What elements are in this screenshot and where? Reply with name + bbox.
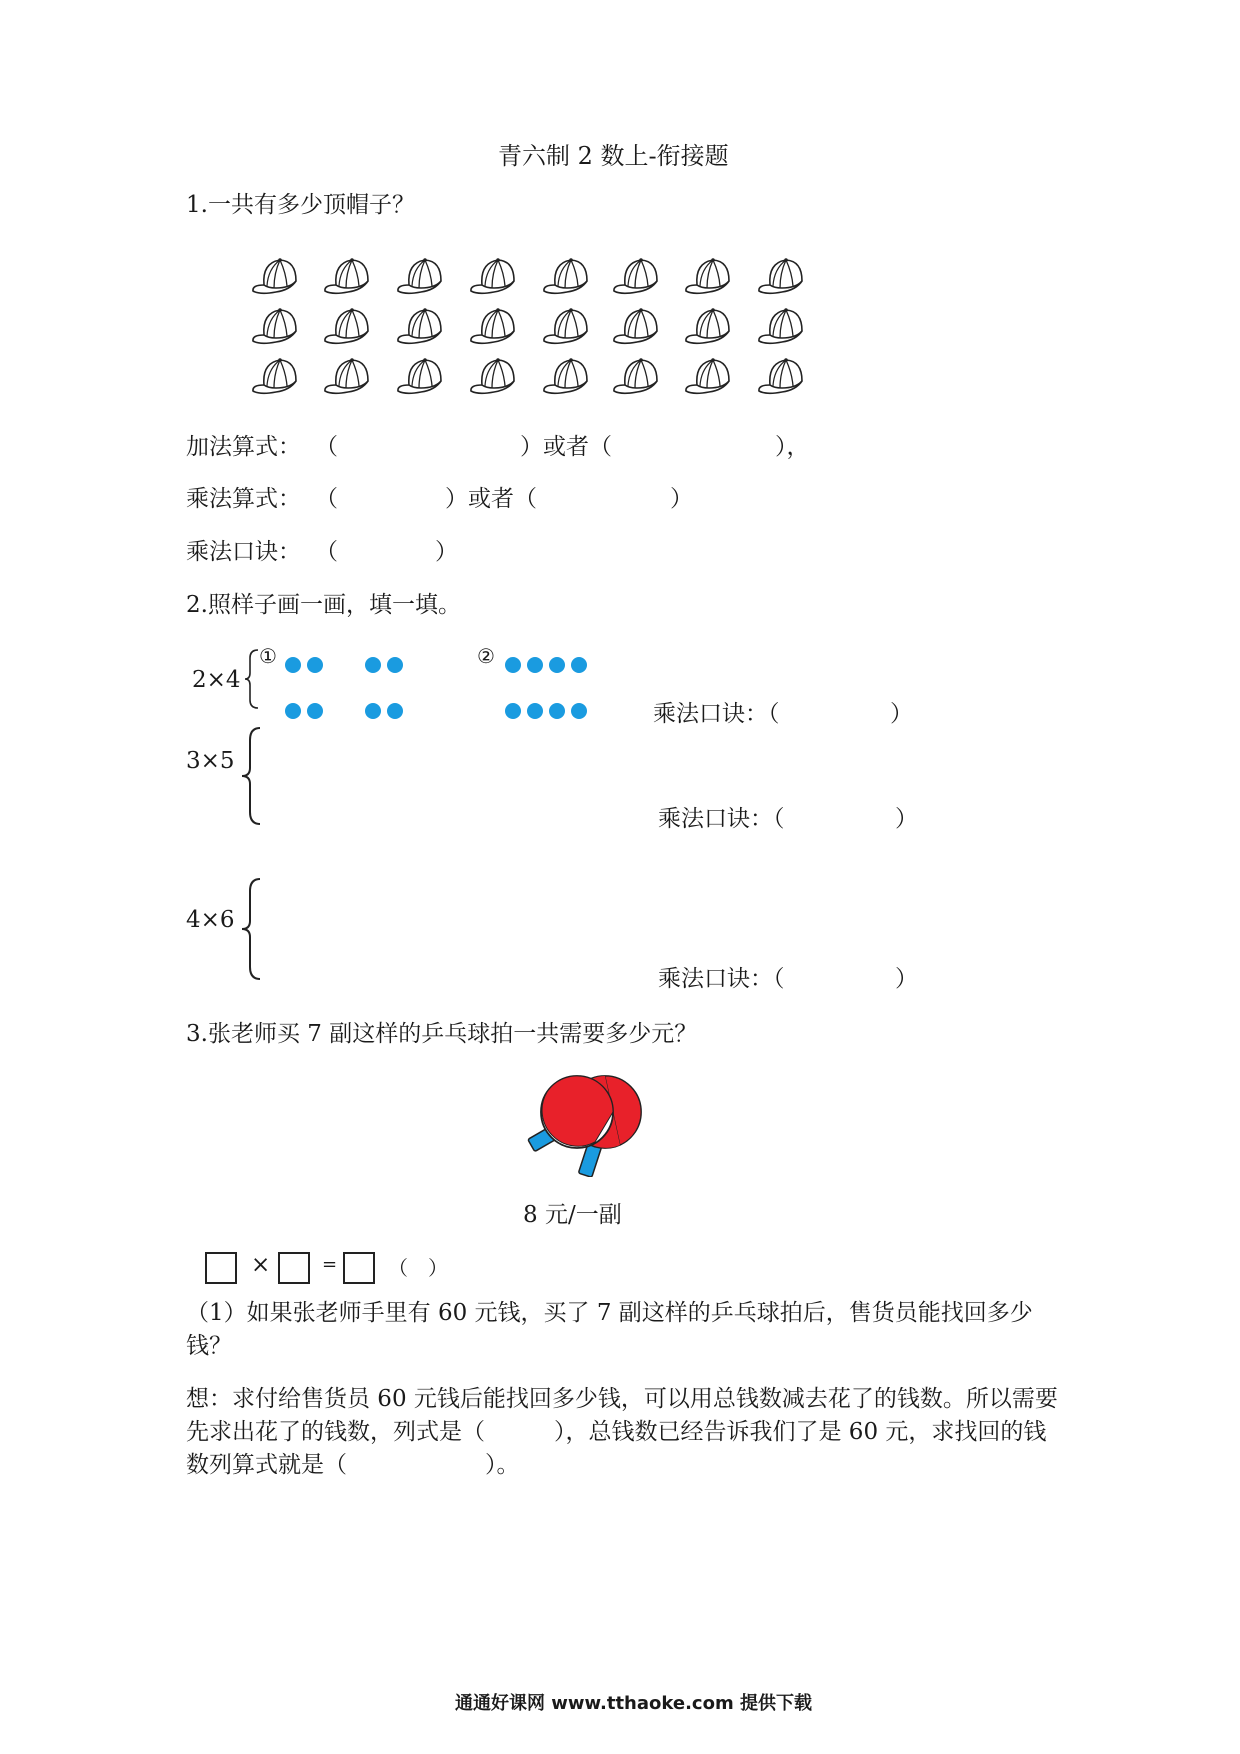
think-hint: 想：求付给售货员 60 元钱后能找回多少钱，可以用总钱数减去花了的钱数。所以需要先求出花了的钱数，列式是（ ），总钱数已经告诉我们了是 60 元，求找回的钱数列算式就是（ ）。: [186, 1386, 1058, 1478]
hat-icon: [756, 305, 808, 349]
addition-answer-blank-2[interactable]: [630, 428, 770, 456]
addition-answer-blank-1[interactable]: [350, 428, 510, 456]
hat-icon: [756, 355, 808, 399]
hat-icon: [683, 255, 735, 299]
multiplication-close-paren: ）: [670, 486, 693, 512]
hat-icon: [395, 355, 447, 399]
hat-icon: [611, 305, 663, 349]
hat-icon: [611, 355, 663, 399]
expression-4x6: 4×6: [186, 907, 235, 933]
multiplication-answer-blank-1[interactable]: [345, 480, 440, 508]
drawing-area-3x5[interactable]: [270, 730, 650, 820]
answer-box-2[interactable]: [278, 1252, 310, 1284]
example-dot: [571, 657, 587, 673]
example-dot: [307, 703, 323, 719]
example-dot: [505, 703, 521, 719]
example-dot: [387, 657, 403, 673]
example-rhyme-blank[interactable]: [810, 695, 890, 723]
brace-4x6: [240, 877, 262, 981]
multiplication-answer-blank-2[interactable]: [555, 480, 655, 508]
sub-question-1: （1）如果张老师手里有 60 元钱，买了 7 副这样的乒乓球拍后，售货员能找回多少钱？: [186, 1300, 1033, 1359]
example-dot: [527, 657, 543, 673]
ping-pong-paddles-icon: [525, 1072, 655, 1177]
rhyme-blank-4x6[interactable]: [815, 960, 895, 988]
example-dot: [307, 657, 323, 673]
question-1: 1.一共有多少顶帽子？: [186, 192, 415, 218]
hat-icon: [322, 305, 374, 349]
page-title: 青六制 2 数上-衔接题: [498, 142, 729, 170]
addition-open-paren: （: [315, 434, 338, 460]
example-dot: [387, 703, 403, 719]
hat-icon: [322, 355, 374, 399]
example-dot: [527, 703, 543, 719]
example-rhyme-close: ）: [890, 701, 913, 727]
unit-paren: （ ）: [388, 1256, 448, 1280]
hat-icon: [250, 255, 302, 299]
rhyme-open-paren: （: [315, 539, 338, 565]
example-dot: [285, 657, 301, 673]
example-rhyme-label: 乘法口诀：（: [653, 701, 780, 727]
rhyme-close-3x5: ）: [895, 806, 918, 832]
multiplication-open-paren: （: [315, 486, 338, 512]
answer-box-3[interactable]: [343, 1252, 375, 1284]
example-marker-2: ②: [477, 644, 495, 668]
footer: 通通好课网 www.tthaoke.com 提供下载: [455, 1693, 812, 1714]
example-dot: [505, 657, 521, 673]
expression-3x5: 3×5: [186, 748, 235, 774]
addition-close-or: ）或者（: [520, 434, 612, 460]
example-dot: [571, 703, 587, 719]
example-brace: [244, 648, 260, 710]
example-marker-1: ①: [259, 644, 277, 668]
question-2: 2.照样子画一画，填一填。: [186, 592, 461, 618]
rhyme-label-4x6: 乘法口诀：（: [658, 966, 785, 992]
addition-close-paren: ），: [775, 434, 810, 460]
rhyme-close-4x6: ）: [895, 966, 918, 992]
hat-icon: [322, 255, 374, 299]
example-dot: [549, 657, 565, 673]
hat-icon: [611, 255, 663, 299]
hat-icon: [541, 255, 593, 299]
hat-icon: [468, 255, 520, 299]
hat-icon: [250, 355, 302, 399]
hat-icon: [468, 305, 520, 349]
example-expression: 2×4: [192, 667, 241, 693]
hat-icon: [541, 305, 593, 349]
hat-icon: [683, 355, 735, 399]
hat-grid: [250, 255, 810, 415]
brace-3x5: [240, 726, 262, 826]
rhyme-label-3x5: 乘法口诀：（: [658, 806, 785, 832]
example-dot: [549, 703, 565, 719]
addition-label: 加法算式：: [186, 434, 301, 460]
hat-icon: [468, 355, 520, 399]
hat-icon: [250, 305, 302, 349]
question-3: 3.张老师买 7 副这样的乒乓球拍一共需要多少元？: [186, 1021, 698, 1047]
multiplication-close-or: ）或者（: [445, 486, 537, 512]
hat-icon: [395, 255, 447, 299]
hat-icon: [395, 305, 447, 349]
hat-icon: [756, 255, 808, 299]
hat-icon: [541, 355, 593, 399]
price-label: 8 元/一副: [523, 1202, 622, 1228]
example-dot: [365, 703, 381, 719]
answer-box-1[interactable]: [205, 1252, 237, 1284]
times-sign: ×: [251, 1252, 271, 1278]
rhyme-label: 乘法口诀：: [186, 539, 301, 565]
hat-icon: [683, 305, 735, 349]
rhyme-blank-3x5[interactable]: [815, 800, 895, 828]
multiplication-label: 乘法算式：: [186, 486, 301, 512]
rhyme-answer-blank[interactable]: [345, 533, 430, 561]
rhyme-close-paren: ）: [435, 539, 458, 565]
drawing-area-4x6[interactable]: [270, 880, 650, 975]
example-dot: [365, 657, 381, 673]
example-dot: [285, 703, 301, 719]
equals-sign: =: [322, 1254, 338, 1275]
